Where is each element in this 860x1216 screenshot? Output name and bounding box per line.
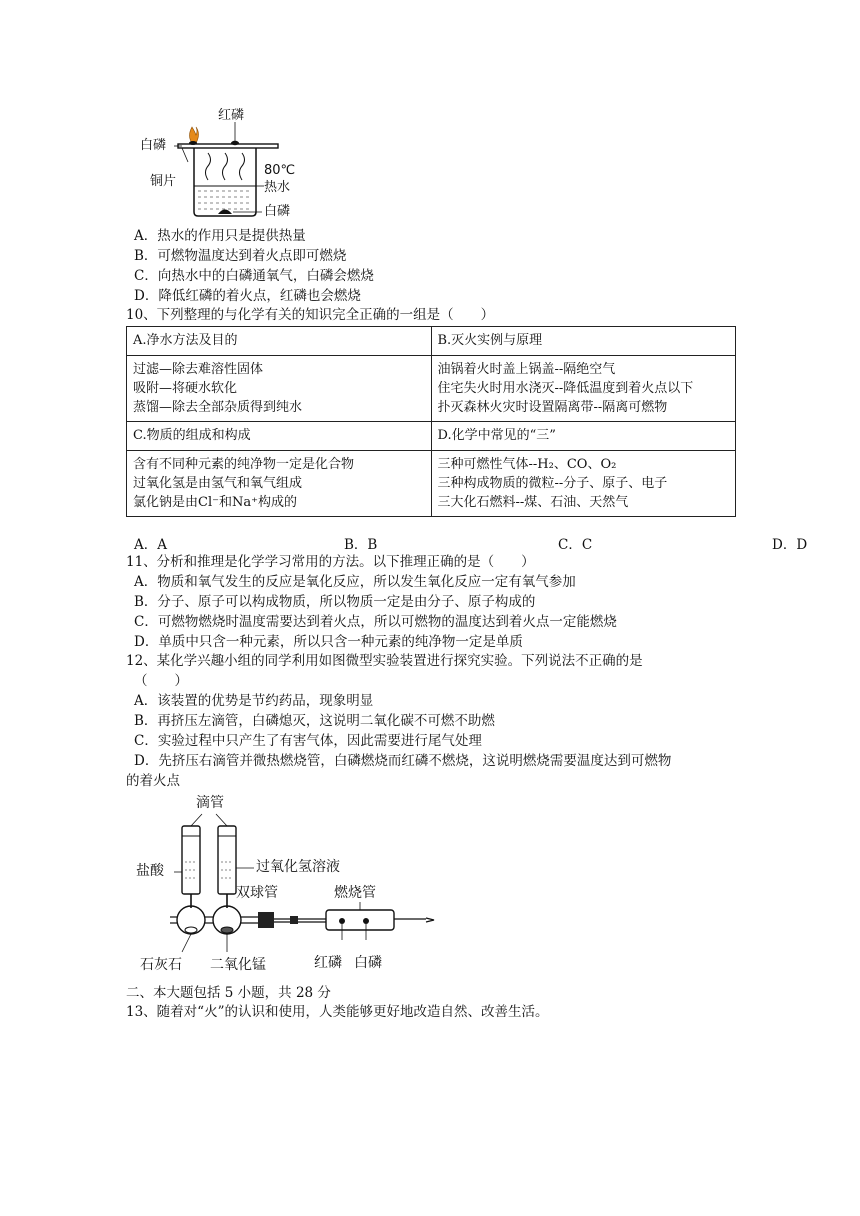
table-line: 三种构成物质的微粒--分子、原子、电子 [437,476,668,491]
q10-choice-c: C．C [558,537,593,553]
table-line: 过氧化氢是由氢气和氧气组成 [133,476,303,491]
q12-stem-paren: （ ） [134,673,188,689]
table-cell-a-head: A.净水方法及目的 [127,327,432,356]
label-dropper: 滴管 [196,795,224,811]
mno2-solid [221,927,233,933]
table-cell-b-head: B.灭火实例与原理 [431,327,736,356]
red-phosphorus [231,141,239,145]
label-double-bulb: 双球管 [236,885,278,901]
table-line: 三种可燃性气体--H₂、CO、O₂ [437,457,617,472]
limestone-solid [185,927,197,933]
table-line: 含有不同种元素的纯净物一定是化合物 [133,457,355,472]
table-line: 扑灭森林火灾时设置隔离带--隔离可燃物 [437,400,668,415]
apparatus-diagram [130,790,450,980]
q9-option-a: A．热水的作用只是提供热量 [134,228,306,244]
q13-stem: 13、随着对“火”的认识和使用，人类能够更好地改造自然、改善生活。 [126,1004,549,1020]
table-line: 吸附—将硬水软化 [133,381,238,396]
table-line: 三大化石燃料--煤、石油、天然气 [437,495,629,510]
red-phosphorus-dot [339,918,345,924]
label-combustion-tube: 燃烧管 [334,885,376,901]
q9-option-d: D．降低红磷的着火点，红磷也会燃烧 [134,288,361,304]
label-white-phosphorus-2: 白磷 [354,955,382,971]
q9-option-c: C．向热水中的白磷通氧气，白磷会燃烧 [134,268,374,284]
label-copper-sheet: 铜片 [150,174,177,189]
table-cell-b-body [431,356,736,422]
q10-choice-b: B．B [344,537,378,553]
q11-option-d: D．单质中只含一种元素，所以只含一种元素的纯净物一定是单质 [134,634,523,650]
left-bulb [177,906,205,934]
table-line: 住宅失火时用水浇灭--降低温度到着火点以下 [437,381,694,396]
label-manganese-dioxide: 二氧化锰 [210,957,266,973]
q10-choice-a: A．A [134,537,167,553]
figure-combustion-beaker [130,100,330,225]
q11-stem: 11、分析和推理是化学学习常用的方法。以下推理正确的是（ ） [126,554,535,570]
label-hydrochloric-acid: 盐酸 [136,863,164,879]
beaker [194,148,256,216]
table-cell-a-body [127,356,432,422]
combustion-tube [326,910,394,930]
q10-choice-d: D．D [772,537,808,553]
table-line: 过滤—除去难溶性固体 [133,362,264,377]
q11-option-b: B．分子、原子可以构成物质，所以物质一定是由分子、原子构成的 [134,594,536,610]
q12-option-d-cont: 的着火点 [126,773,180,789]
table-cell-c-head: C.物质的组成和构成 [127,422,432,451]
label-red-phosphorus-2: 红磷 [314,955,342,971]
q12-option-d: D．先挤压右滴管并微热燃烧管，白磷燃烧而红磷不燃烧，这说明燃烧需要温度达到可燃物 [134,753,672,769]
q12-option-a: A．该装置的优势是节约药品，现象明显 [134,693,374,709]
figure-micro-apparatus [130,790,450,980]
q11-option-c: C．可燃物燃烧时温度需要达到着火点，所以可燃物的温度达到着火点一定能燃烧 [134,614,617,630]
table-line: 油锅着火时盖上锅盖--隔绝空气 [437,362,616,377]
steam [206,153,211,180]
table-cell-c-body [127,451,432,517]
q12-option-b: B．再挤压左滴管，白磷熄灭，这说明二氧化碳不可燃不助燃 [134,713,495,729]
label-hot-water: 热水 [264,180,291,195]
white-phosphorus-underwater [218,210,232,215]
label-white-phosphorus-bottom: 白磷 [264,204,291,219]
q10-stem: 10、下列整理的与化学有关的知识完全正确的一组是（ ） [126,307,495,323]
label-temperature: 80℃ [264,163,296,178]
q12-option-c: C．实验过程中只产生了有害气体，因此需要进行尾气处理 [134,733,482,749]
q12-stem: 12、某化学兴趣小组的同学利用如图微型实验装置进行探究实验。下列说法不正确的是 [126,653,643,669]
label-white-phosphorus-top: 白磷 [140,138,167,153]
table-cell-d-head: D.化学中常见的“三” [431,422,736,451]
table-cell-d-body [431,451,736,517]
label-limestone: 石灰石 [140,957,182,973]
q10-knowledge-table [126,326,736,517]
table-line: 蒸馏—除去全部杂质得到纯水 [133,400,303,415]
label-hydrogen-peroxide: 过氧化氢溶液 [256,859,340,875]
label-red-phosphorus: 红磷 [218,108,245,123]
q11-option-a: A．物质和氧气发生的反应是氧化反应，所以发生氧化反应一定有氧气参加 [134,574,576,590]
white-phosphorus-dot [363,918,369,924]
flame-icon [190,127,199,143]
table-line: 氯化钠是由Cl⁻和Na⁺构成的 [133,495,297,510]
q9-option-b: B．可燃物温度达到着火点即可燃烧 [134,248,347,264]
section-2-title: 二、本大题包括 5 小题，共 28 分 [126,985,331,1001]
stopper [258,912,274,928]
